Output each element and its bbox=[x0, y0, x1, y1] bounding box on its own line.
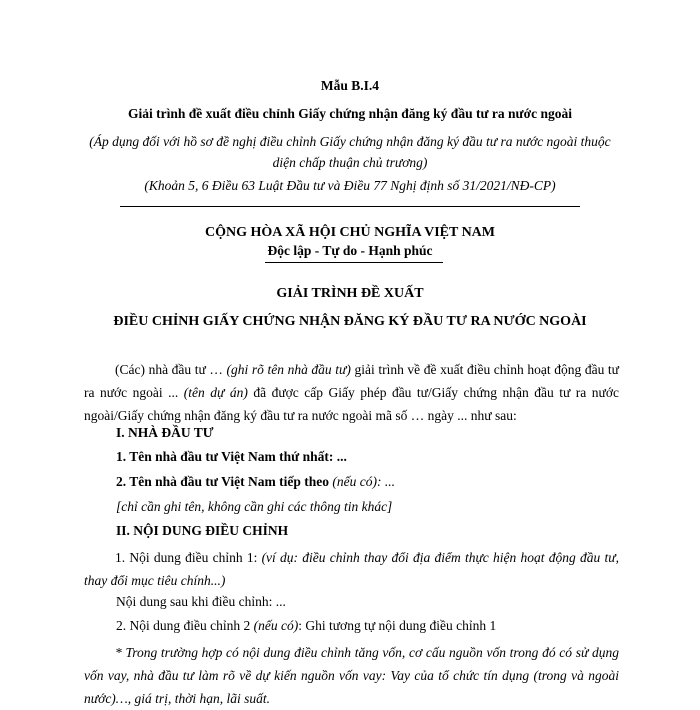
form-scope-note: (Áp dụng đối với hồ sơ đề nghị điều chỉnh Giấy chứng nhận đăng ký đầu tư ra nước ngoài thuộc diện chấp thuận chủ trương) bbox=[89, 134, 611, 170]
document-title-line1: GIẢI TRÌNH ĐỀ XUẤT bbox=[276, 286, 424, 301]
intro-investor-hint: (ghi rõ tên nhà đầu tư) bbox=[226, 362, 351, 377]
investor-item-2-label: 2. Tên nhà đầu tư Việt Nam tiếp theo bbox=[116, 474, 329, 489]
national-name: CỘNG HÒA XÃ HỘI CHỦ NGHĨA VIỆT NAM bbox=[204, 225, 495, 240]
national-motto: Độc lập - Tự do - Hạnh phúc bbox=[267, 243, 433, 258]
adjustment-2-hint: (nếu có) bbox=[253, 618, 299, 633]
document-title-line2: ĐIỀU CHỈNH GIẤY CHỨNG NHẬN ĐĂNG KÝ ĐẦU TƯ RA NƯỚC NGOÀI bbox=[113, 314, 587, 329]
investor-item-2 bbox=[116, 474, 395, 490]
adjustment-1-lead: 1. Nội dung điều chỉnh 1: bbox=[115, 550, 262, 565]
motto-underline bbox=[265, 262, 443, 263]
after-adjustment-label: Nội dung sau khi điều chỉnh: ... bbox=[116, 594, 286, 609]
legal-basis-note: (Khoản 5, 6 Điều 63 Luật Đầu tư và Điều 77 Nghị định số 31/2021/NĐ-CP) bbox=[144, 178, 556, 193]
adjustment-1-example: (ví dụ: điều chỉnh thay đổi địa điểm thực hiện hoạt động đầu tư, thay đổi mục tiêu chính...) bbox=[84, 550, 619, 588]
intro-text-2: giải trình về đề xuất điều chỉnh hoạt động đầu tư ra nước ngoài ... bbox=[84, 362, 619, 400]
adjustment-item-2 bbox=[116, 618, 496, 634]
intro-project-hint: (tên dự án) bbox=[183, 385, 248, 400]
capital-increase-note: * Trong trường hợp có nội dung điều chỉnh tăng vốn, cơ cấu nguồn vốn trong đó có sử dụng vốn vay, nhà đầu tư làm rõ về dự kiến nguồn vốn vay: Vay của tổ chức tín dụng (trong và ngoài nước)…, giá trị, thời hạn, lãi suất. bbox=[84, 645, 619, 706]
section2-heading: II. NỘI DUNG ĐIỀU CHỈNH bbox=[116, 523, 289, 538]
adjustment-2-lead: 2. Nội dung điều chỉnh 2 bbox=[116, 618, 254, 633]
intro-text-1: (Các) nhà đầu tư … bbox=[115, 362, 227, 377]
adjustment-item-1 bbox=[84, 546, 619, 592]
form-title: Giải trình đề xuất điều chỉnh Giấy chứng nhận đăng ký đầu tư ra nước ngoài bbox=[127, 106, 572, 121]
form-code: Mẫu B.I.4 bbox=[320, 78, 380, 93]
investor-item-1: 1. Tên nhà đầu tư Việt Nam thứ nhất: ... bbox=[116, 449, 347, 464]
intro-paragraph bbox=[84, 358, 619, 427]
section1-heading: I. NHÀ ĐẦU TƯ bbox=[116, 425, 214, 440]
investor-item-2-hint: (nếu có): ... bbox=[329, 474, 395, 489]
header-divider bbox=[120, 206, 580, 207]
investor-note: [chỉ cần ghi tên, không cần ghi các thông tin khác] bbox=[116, 499, 393, 514]
intro-text-3: đã được cấp Giấy phép đầu tư/Giấy chứng nhận đầu tư ra nước ngoài/Giấy chứng nhận đăng ký đầu tư ra nước ngoài mã số … ngày ... như sau: bbox=[84, 385, 619, 423]
adjustment-2-tail: : Ghi tương tự nội dung điều chỉnh 1 bbox=[298, 618, 497, 633]
